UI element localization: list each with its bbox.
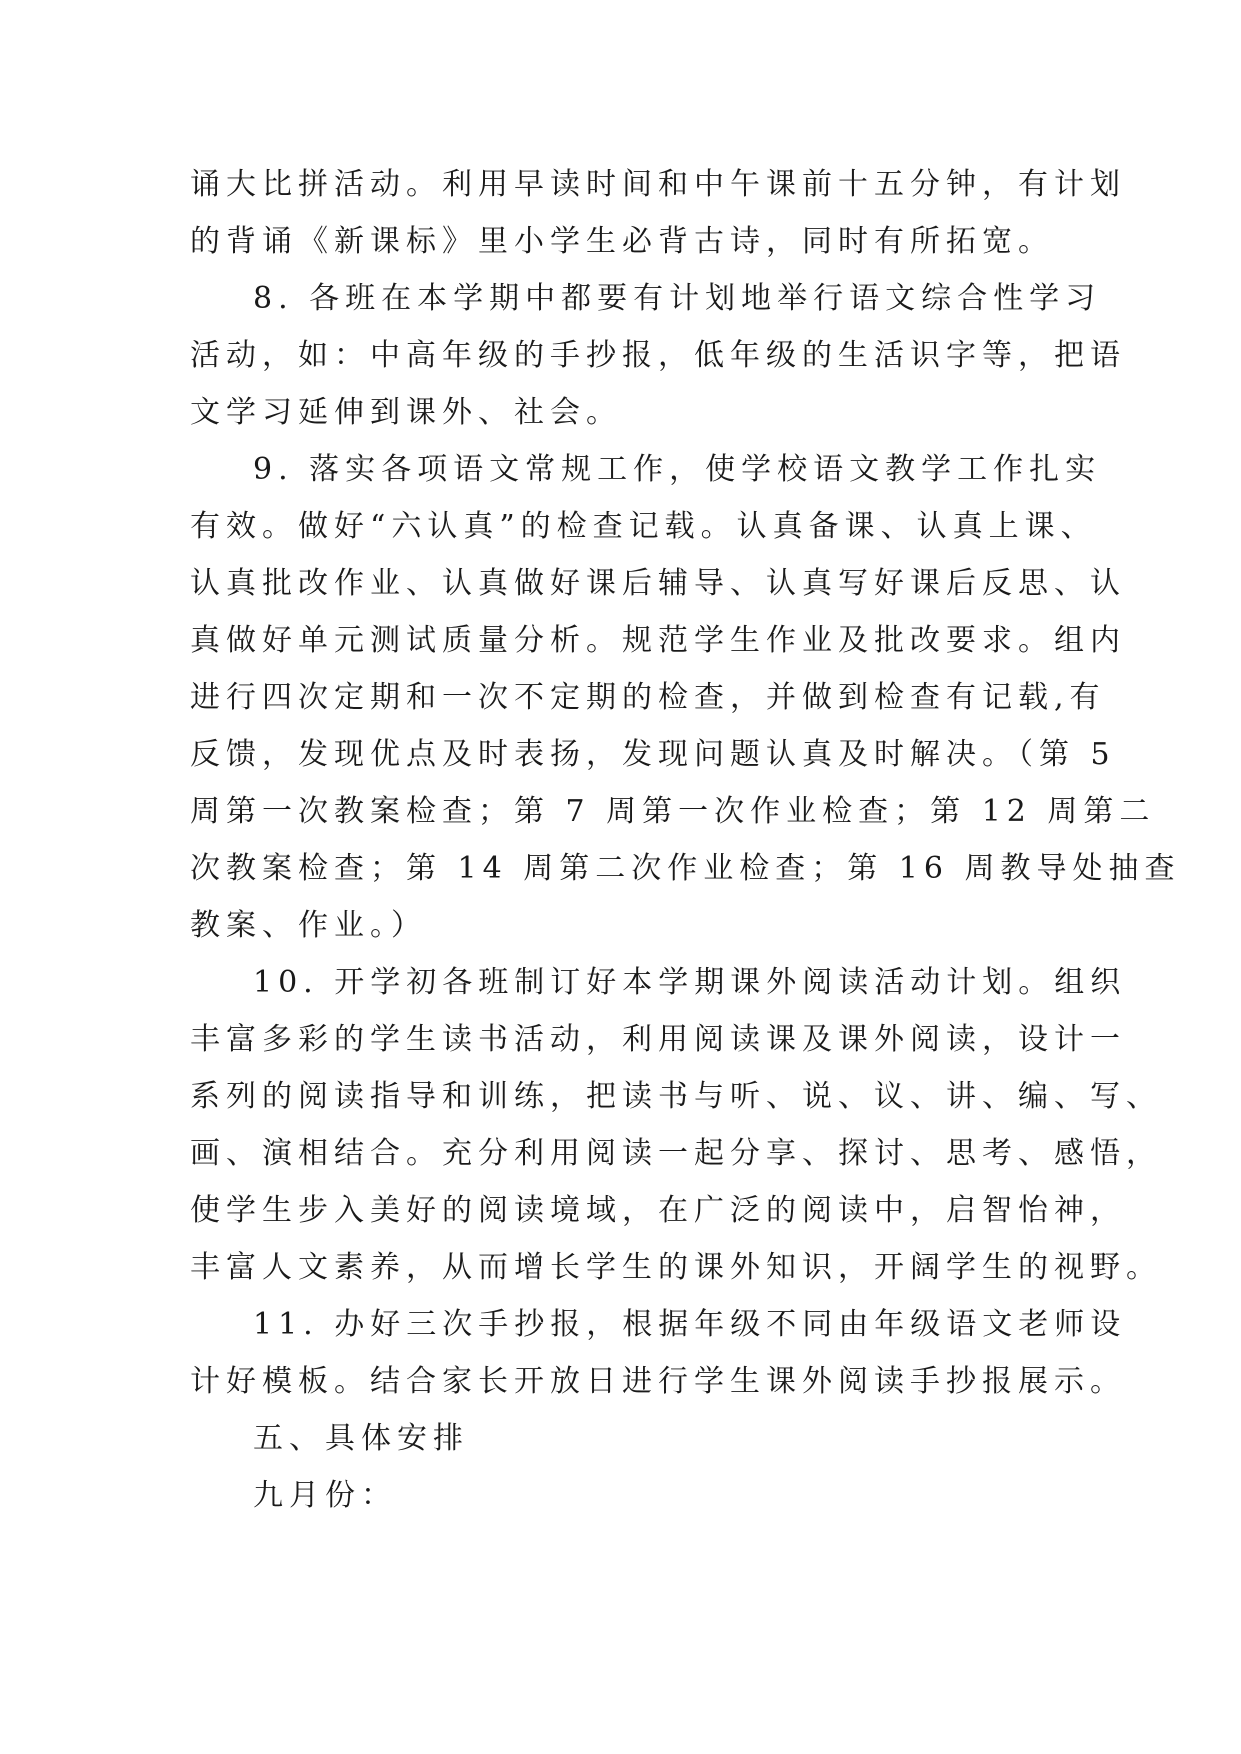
text-line: 反馈，发现优点及时表扬，发现问题认真及时解决。（第 5 bbox=[190, 737, 1116, 772]
text-line: 次教案检查；第 14 周第二次作业检查；第 16 周教导处抽查 bbox=[190, 851, 1181, 886]
text-line: 的背诵《新课标》里小学生必背古诗，同时有所拓宽。 bbox=[190, 224, 1054, 259]
text-line: 文学习延伸到课外、社会。 bbox=[190, 395, 622, 430]
text-line: 进行四次定期和一次不定期的检查，并做到检查有记载,有 bbox=[190, 680, 1106, 715]
text-line: 使学生步入美好的阅读境域，在广泛的阅读中，启智怡神， bbox=[190, 1193, 1126, 1228]
text-line: 诵大比拼活动。利用早读时间和中午课前十五分钟，有计划 bbox=[190, 167, 1126, 202]
text-line: 周第一次教案检查；第 7 周第一次作业检查；第 12 周第二 bbox=[190, 794, 1156, 829]
text-line: 丰富多彩的学生读书活动，利用阅读课及课外阅读，设计一 bbox=[190, 1022, 1126, 1057]
text-line: 11. 办好三次手抄报，根据年级不同由年级语文老师设 bbox=[253, 1307, 1127, 1342]
text-line: 九月份： bbox=[253, 1478, 397, 1513]
text-line: 10. 开学初各班制订好本学期课外阅读活动计划。组织 bbox=[253, 965, 1127, 1000]
text-line: 有效。做好“六认真”的检查记载。认真备课、认真上课、 bbox=[190, 509, 1097, 544]
text-line: 真做好单元测试质量分析。规范学生作业及批改要求。组内 bbox=[190, 623, 1126, 658]
text-line: 画、演相结合。充分利用阅读一起分享、探讨、思考、感悟， bbox=[190, 1136, 1162, 1171]
text-line: 系列的阅读指导和训练，把读书与听、说、议、讲、编、写、 bbox=[190, 1079, 1162, 1114]
text-line: 教案、作业。） bbox=[190, 908, 427, 943]
text-line: 活动，如：中高年级的手抄报，低年级的生活识字等，把语 bbox=[190, 338, 1126, 373]
text-line: 9. 落实各项语文常规工作，使学校语文教学工作扎实 bbox=[253, 452, 1102, 487]
text-line: 丰富人文素养，从而增长学生的课外知识，开阔学生的视野。 bbox=[190, 1250, 1162, 1285]
text-line: 五、具体安排 bbox=[253, 1421, 469, 1456]
text-line: 认真批改作业、认真做好课后辅导、认真写好课后反思、认 bbox=[190, 566, 1126, 601]
body-text bbox=[190, 156, 1181, 1524]
text-line: 计好模板。结合家长开放日进行学生课外阅读手抄报展示。 bbox=[190, 1364, 1126, 1399]
text-line: 8. 各班在本学期中都要有计划地举行语文综合性学习 bbox=[253, 281, 1102, 316]
